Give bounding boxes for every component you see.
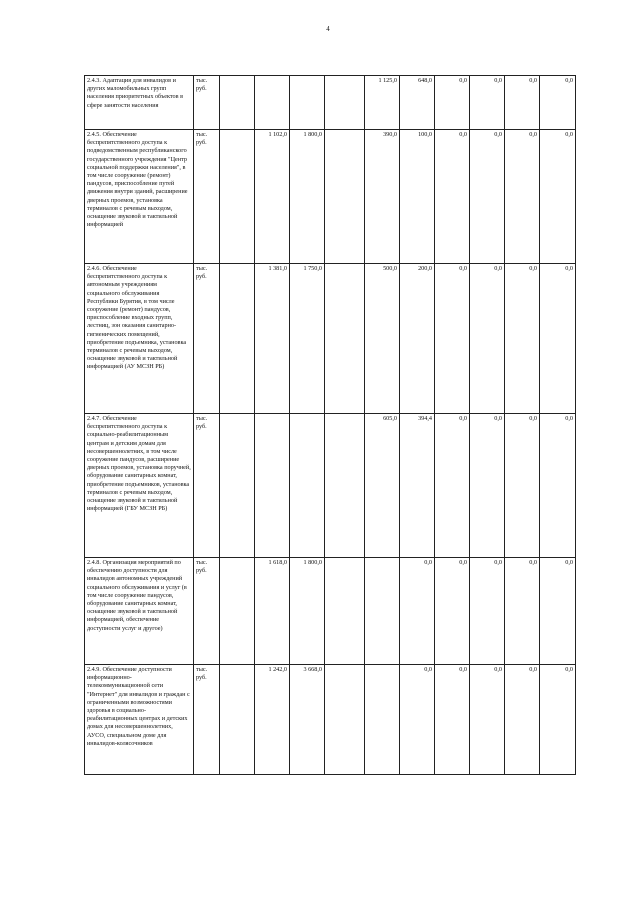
table-row	[85, 558, 576, 665]
table-row	[85, 76, 576, 130]
row-name-cell: 2.4.7. Обеспечение беспрепятственного доступа к социально-реабилитационным центрам и детским домам для несовершеннолетних, в том числе сооружение пандусов, расширение дверных проемов, установка поручней, оборудование санитарных комнат, приобретение подъемников, установка терминалов с речевым выходом, оснащение звуковой и тактильной информацией (ГБУ МСЗН РБ)	[85, 414, 194, 558]
value-cell: 0,0	[505, 665, 540, 775]
value-cell	[325, 76, 365, 130]
value-cell: 1 381,0	[255, 264, 290, 414]
value-cell: 0,0	[505, 264, 540, 414]
value-cell	[325, 264, 365, 414]
value-cell: 0,0	[540, 665, 576, 775]
value-cell	[325, 558, 365, 665]
row-name-cell: 2.4.9. Обеспечение доступности информационно-телекоммуникационной сети "Интернет" для инвалидов и граждан с ограниченными возможностями здоровья в социально-реабилитационных центрах и детских домах для несовершеннолетних, АУСО, специальном доме для инвалидов-колясочников	[85, 665, 194, 775]
value-cell: 1 242,0	[255, 665, 290, 775]
value-cell: 1 800,0	[290, 558, 325, 665]
row-unit-cell: тыс. руб.	[194, 264, 220, 414]
value-cell	[220, 558, 255, 665]
value-cell: 0,0	[435, 76, 470, 130]
value-cell	[325, 665, 365, 775]
value-cell: 390,0	[365, 130, 400, 264]
value-cell: 605,0	[365, 414, 400, 558]
value-cell: 0,0	[505, 130, 540, 264]
value-cell	[220, 76, 255, 130]
value-cell	[365, 665, 400, 775]
value-cell: 0,0	[470, 264, 505, 414]
value-cell	[255, 414, 290, 558]
value-cell: 0,0	[400, 558, 435, 665]
value-cell: 0,0	[540, 414, 576, 558]
value-cell: 1 618,0	[255, 558, 290, 665]
row-name-cell: 2.4.3. Адаптация для инвалидов и других маломобильных групп населения приоритетных объектов в сфере занятости населения	[85, 76, 194, 130]
value-cell: 3 668,0	[290, 665, 325, 775]
value-cell: 0,0	[470, 76, 505, 130]
value-cell: 0,0	[435, 264, 470, 414]
table-row	[85, 665, 576, 775]
page-number: 4	[326, 25, 330, 33]
value-cell: 0,0	[505, 558, 540, 665]
value-cell	[325, 414, 365, 558]
table-row	[85, 414, 576, 558]
value-cell	[220, 414, 255, 558]
value-cell: 1 800,0	[290, 130, 325, 264]
value-cell	[220, 665, 255, 775]
value-cell: 0,0	[435, 414, 470, 558]
table-row	[85, 264, 576, 414]
row-unit-cell: тыс. руб.	[194, 130, 220, 264]
value-cell	[290, 414, 325, 558]
value-cell: 394,4	[400, 414, 435, 558]
row-unit-cell: тыс. руб.	[194, 76, 220, 130]
value-cell: 0,0	[505, 76, 540, 130]
value-cell: 0,0	[540, 76, 576, 130]
value-cell	[290, 76, 325, 130]
row-unit-cell: тыс. руб.	[194, 558, 220, 665]
value-cell: 0,0	[435, 558, 470, 665]
value-cell: 1 750,0	[290, 264, 325, 414]
value-cell: 200,0	[400, 264, 435, 414]
row-name-cell: 2.4.8. Организация мероприятий по обеспечению доступности для инвалидов автономных учреждений социального обслуживания и услуг (в том числе сооружение пандусов, оборудование санитарных комнат, оснащение звуковой и тактильной информацией, обеспечение доступности услуг и другое)	[85, 558, 194, 665]
value-cell	[325, 130, 365, 264]
value-cell: 500,0	[365, 264, 400, 414]
value-cell	[365, 558, 400, 665]
table-row	[85, 130, 576, 264]
value-cell	[255, 76, 290, 130]
row-name-cell: 2.4.6. Обеспечение беспрепятственного доступа к автономным учреждениям социального обслуживания Республики Бурятия, в том числе сооружение (ремонт) пандусов, приспособление входных групп, лестниц, зон оказания санитарно-гигиенических помещений, приобретение подъемника, установка терминалов с речевым выходом, оснащение звуковой и тактильной информацией (АУ МСЗН РБ)	[85, 264, 194, 414]
value-cell: 648,0	[400, 76, 435, 130]
value-cell: 0,0	[435, 665, 470, 775]
value-cell: 0,0	[470, 558, 505, 665]
value-cell: 100,0	[400, 130, 435, 264]
value-cell: 0,0	[400, 665, 435, 775]
value-cell: 0,0	[540, 264, 576, 414]
value-cell: 0,0	[540, 558, 576, 665]
row-unit-cell: тыс. руб.	[194, 665, 220, 775]
value-cell: 0,0	[470, 130, 505, 264]
value-cell: 1 102,0	[255, 130, 290, 264]
value-cell: 0,0	[505, 414, 540, 558]
row-name-cell: 2.4.5. Обеспечение беспрепятственного доступа к подведомственным республиканского государственного учреждения "Центр социальной поддержки населения", в том числе сооружение (ремонт) пандусов, приспособление путей движения внутри зданий, расширение дверных проемов, установка терминалов с речевым выходом, оснащение звуковой и тактильной информацией	[85, 130, 194, 264]
value-cell: 0,0	[435, 130, 470, 264]
budget-table	[84, 75, 576, 775]
value-cell: 0,0	[470, 665, 505, 775]
row-unit-cell: тыс. руб.	[194, 414, 220, 558]
value-cell: 0,0	[540, 130, 576, 264]
value-cell	[220, 264, 255, 414]
value-cell	[220, 130, 255, 264]
value-cell: 0,0	[470, 414, 505, 558]
table-body	[85, 76, 576, 775]
value-cell: 1 125,0	[365, 76, 400, 130]
